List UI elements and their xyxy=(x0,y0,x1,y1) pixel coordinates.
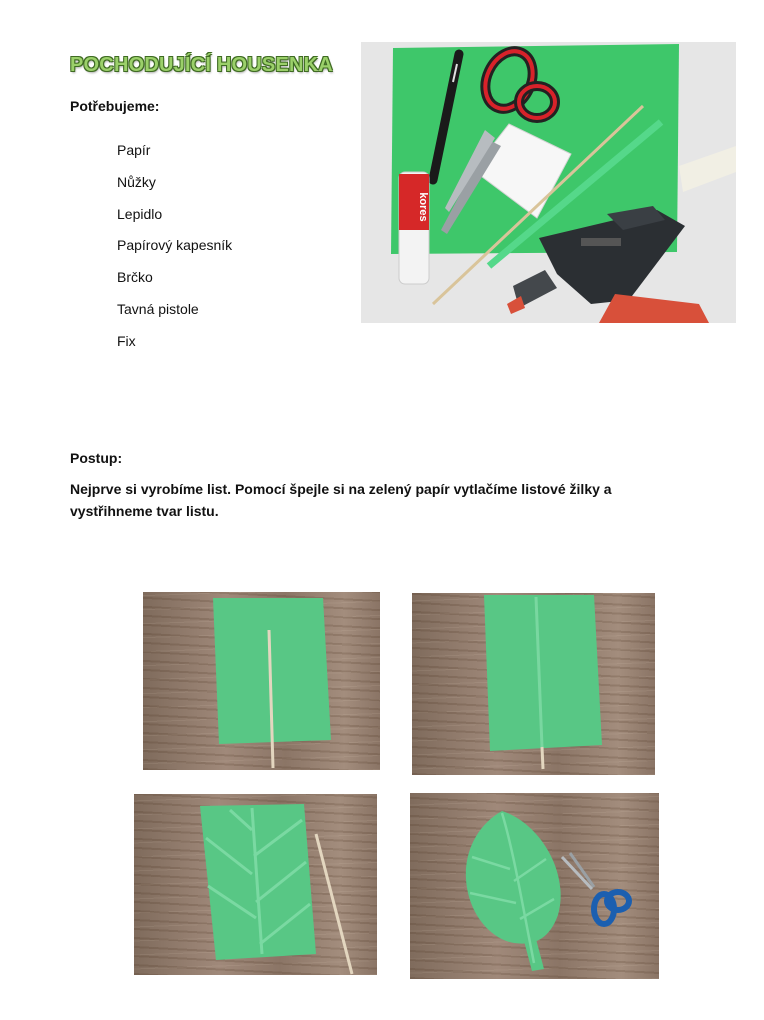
step-4-illustration xyxy=(410,793,659,979)
page-title: POCHODUJÍCÍ HOUSENKA xyxy=(70,54,333,76)
materials-heading: Potřebujeme: xyxy=(70,98,160,114)
step-photo-4 xyxy=(410,793,659,979)
list-item: Papír xyxy=(117,142,151,158)
list-item: Brčko xyxy=(117,269,153,286)
list-item: Papírový kapesník xyxy=(117,237,233,254)
procedure-heading: Postup: xyxy=(70,450,123,466)
list-item: Lepidlo xyxy=(117,205,163,222)
list-item: Nůžky xyxy=(117,173,156,190)
step-photo-3 xyxy=(134,794,377,975)
step-1-illustration xyxy=(143,592,380,770)
scissors-icon xyxy=(562,853,629,924)
glue-stick-label: kores xyxy=(417,192,429,222)
step-2-illustration xyxy=(412,593,655,775)
procedure-text: Nejprve si vyrobíme list. Pomocí špejle si na zelený papír vytlačíme listové žilky a vystřihneme tvar listu. xyxy=(70,481,612,519)
list-item: Fix xyxy=(117,332,136,349)
step-3-illustration xyxy=(134,794,377,975)
materials-illustration xyxy=(361,42,736,323)
step-photo-1 xyxy=(143,592,380,770)
materials-photo xyxy=(361,42,736,323)
step-photo-2 xyxy=(412,593,655,775)
list-item: Tavná pistole xyxy=(117,300,199,317)
materials-list xyxy=(117,140,232,363)
